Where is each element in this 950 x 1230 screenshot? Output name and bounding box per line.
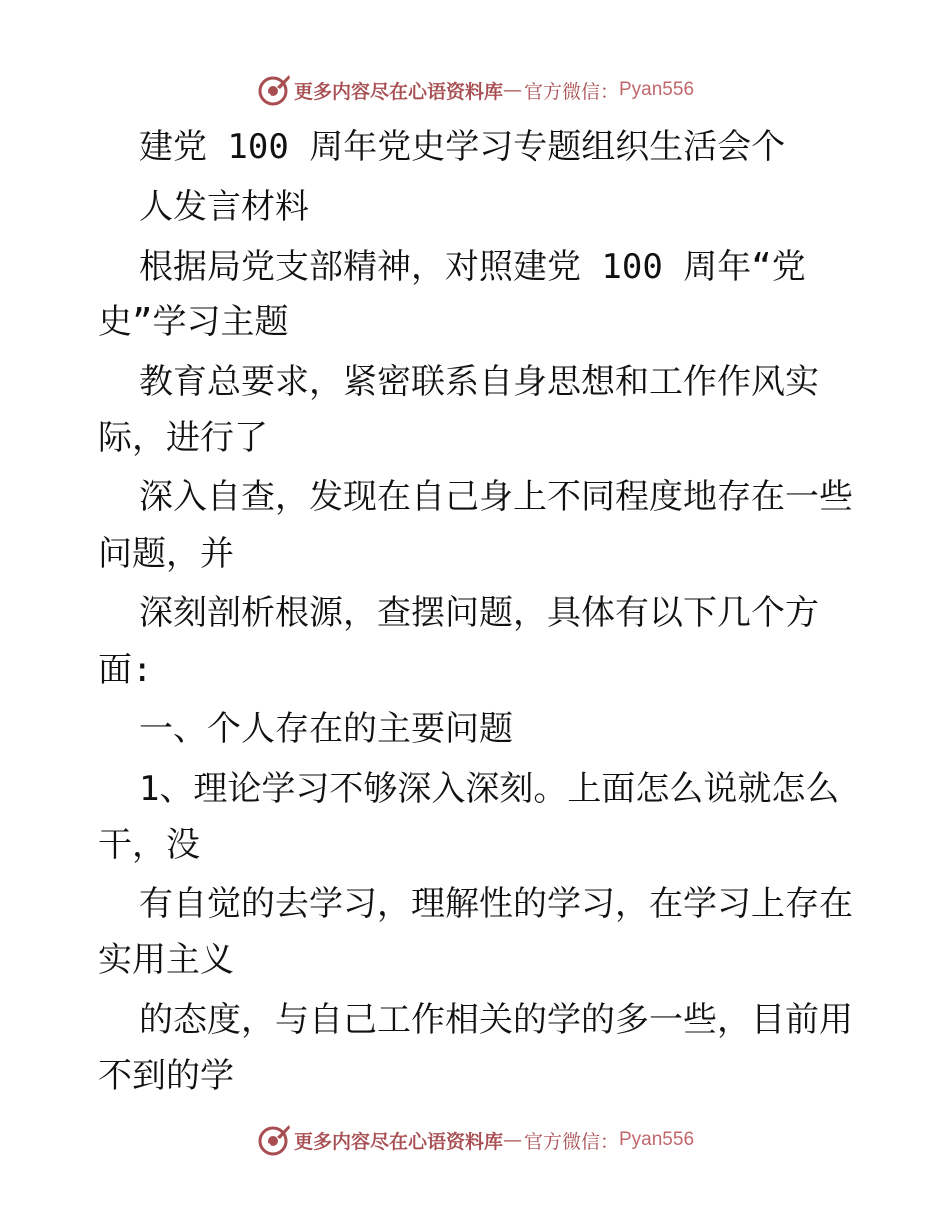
doc-line: 的态度，与自己工作相关的学的多一些，目前用 (98, 1000, 853, 1040)
doc-line: 根据局党支部精神，对照建党 100 周年“党 (98, 247, 806, 287)
doc-line: 史”学习主题 (98, 302, 289, 342)
doc-line: 深入自查，发现在自己身上不同程度地存在一些 (98, 477, 853, 517)
doc-line: 深刻剖析根源，查摆问题，具体有以下几个方 (98, 593, 819, 633)
doc-line: 教育总要求，紧密联系自身思想和工作作风实 (98, 362, 819, 402)
doc-line: 实用主义 (98, 940, 234, 980)
doc-line: 一、个人存在的主要问题 (98, 709, 513, 749)
doc-line: 面: (98, 650, 153, 690)
watermark-wechat-id: Pyan556 (619, 79, 695, 100)
watermark-separator: — (502, 1129, 522, 1151)
watermark-wechat-label: 官方微信： (523, 80, 619, 103)
watermark-banner-bottom (0, 1118, 950, 1162)
doc-line: 不到的学 (98, 1056, 234, 1096)
watermark-brand: 更多内容尽在心语资料库 (293, 80, 503, 103)
doc-line: 人发言材料 (98, 187, 309, 227)
watermark-brand: 更多内容尽在心语资料库 (293, 1130, 503, 1153)
doc-line: 建党 100 周年党史学习专题组织生活会个 (98, 127, 786, 167)
doc-line: 际，进行了 (98, 418, 268, 458)
doc-line: 有自觉的去学习，理解性的学习，在学习上存在 (98, 884, 853, 924)
watermark-wechat-id: Pyan556 (619, 1129, 695, 1150)
doc-line: 问题，并 (98, 534, 234, 574)
doc-line: 1、理论学习不够深入深刻。上面怎么说就怎么 (98, 769, 840, 809)
doc-line: 干，没 (98, 825, 200, 865)
watermark-separator: — (502, 79, 522, 101)
pen-logo-icon (256, 1122, 292, 1158)
watermark-wechat-label: 官方微信： (523, 1130, 619, 1153)
